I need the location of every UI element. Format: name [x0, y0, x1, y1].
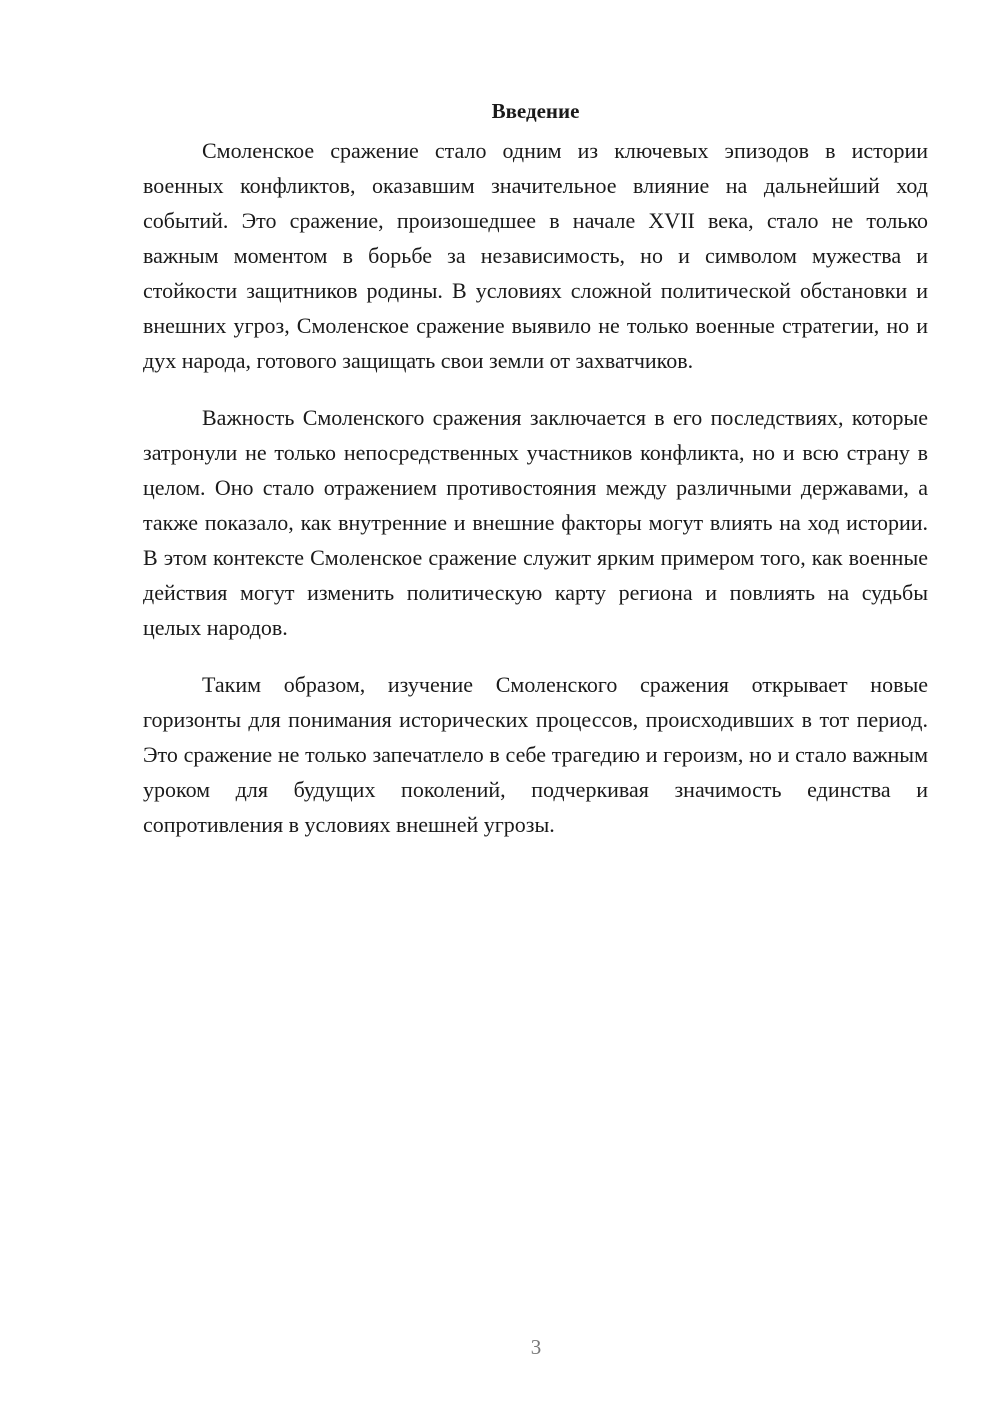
paragraph-2: Важность Смоленского сражения заключается в его последствиях, которые затронули не только непосредственных участников конфликта, но и всю страну в целом. Оно стало отражением противостояния между различными державами, а также показало, как внутренние и внешние факторы могут влиять на ход истории. В этом контексте Смоленское сражение служит ярким примером того, как военные действия могут изменить политическую карту региона и повлиять на судьбы целых народов.: [143, 405, 928, 640]
paragraph-3: Таким образом, изучение Смоленского сражения открывает новые горизонты для понимания исторических процессов, происходивших в тот период. Это сражение не только запечатлело в себе трагедию и героизм, но и стало важным уроком для будущих поколений, подчеркивая значимость единства и сопротивления в условиях внешней угрозы.: [143, 672, 928, 837]
page-content: [143, 96, 928, 864]
paragraph-1: Смоленское сражение стало одним из ключевых эпизодов в истории военных конфликтов, оказавшим значительное влияние на дальнейший ход событий. Это сражение, произошедшее в начале XVII века, стало не только важным моментом в борьбе за независимость, но и символом мужества и стойкости защитников родины. В условиях сложной политической обстановки и внешних угроз, Смоленское сражение выявило не только военные стратегии, но и дух народа, готового защищать свои земли от захватчиков.: [143, 138, 928, 373]
section-heading: Введение: [491, 99, 580, 123]
page-number: 3: [530, 1335, 542, 1359]
